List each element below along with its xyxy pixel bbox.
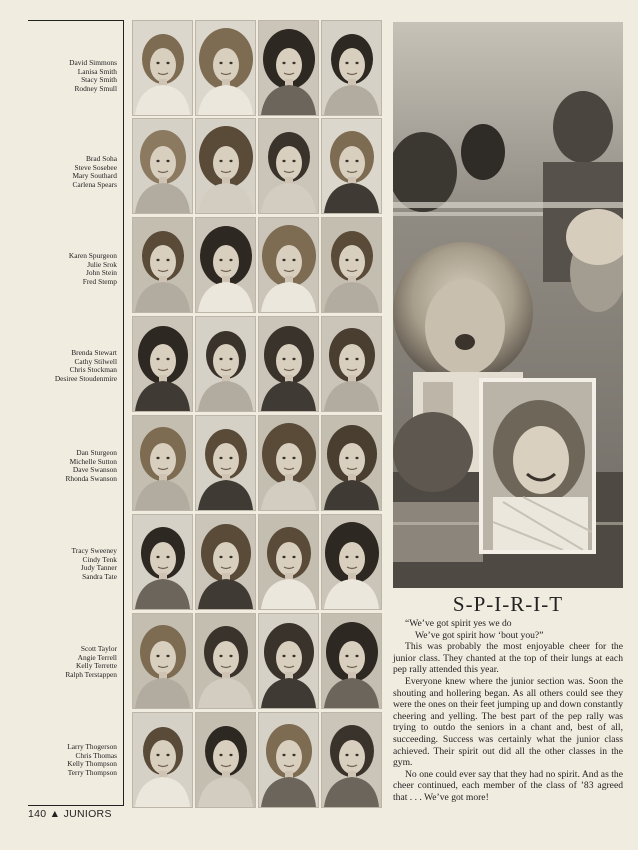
student-portrait xyxy=(321,316,382,412)
student-portrait xyxy=(195,217,256,313)
student-name: Karen Spurgeon xyxy=(68,251,117,260)
student-portrait xyxy=(321,118,382,214)
student-name: Ralph Terstappen xyxy=(65,669,117,679)
student-portrait xyxy=(195,514,256,610)
section-title: JUNIORS xyxy=(63,808,112,820)
name-column xyxy=(28,20,124,806)
student-name: Dan Sturgeon xyxy=(76,448,117,457)
student-portrait xyxy=(258,316,319,412)
triangle-icon: ▲ xyxy=(49,808,61,820)
name-group-row-6 xyxy=(29,547,117,581)
student-name: Steve Sosebee xyxy=(74,162,117,172)
student-portrait xyxy=(258,118,319,214)
student-portrait xyxy=(132,118,193,214)
student-portrait xyxy=(258,613,319,709)
student-portrait xyxy=(132,613,193,709)
page-folio xyxy=(28,808,112,820)
student-name: Rhonda Swanson xyxy=(65,473,117,483)
name-group-row-4 xyxy=(29,349,117,383)
page-number: 140 xyxy=(28,808,47,820)
student-portrait xyxy=(132,20,193,116)
student-name: John Stein xyxy=(85,268,117,278)
student-portrait xyxy=(321,415,382,511)
student-name: Brenda Stewart xyxy=(71,348,117,357)
student-name: Kelly Terrette xyxy=(75,661,117,671)
name-group-row-5 xyxy=(29,449,117,483)
student-portrait xyxy=(195,118,256,214)
student-name: Cindy Tenk xyxy=(82,554,117,564)
student-portrait xyxy=(132,712,193,808)
student-portrait xyxy=(321,613,382,709)
student-portrait xyxy=(321,514,382,610)
student-portrait xyxy=(132,217,193,313)
student-portrait xyxy=(258,712,319,808)
student-name: Larry Thogerson xyxy=(67,742,117,751)
student-name: Lanisa Smith xyxy=(77,66,117,76)
student-portrait xyxy=(321,217,382,313)
student-name: Fred Stemp xyxy=(82,276,117,286)
student-portrait xyxy=(195,316,256,412)
student-name: Carlena Spears xyxy=(72,179,117,189)
student-name: Dave Swanson xyxy=(72,465,117,475)
student-name: Judy Tanner xyxy=(80,563,117,573)
student-name: Terry Thompson xyxy=(67,767,117,777)
student-name: Julie Srok xyxy=(87,259,117,269)
student-portrait xyxy=(321,712,382,808)
article-paragraph: This was probably the most enjoyable cheer for the junior class. They chanted at the top of their lungs at each pep rally attended this year. xyxy=(393,641,623,676)
name-group-row-1 xyxy=(29,59,117,93)
student-name: Kelly Thompson xyxy=(67,759,117,769)
student-portrait xyxy=(258,415,319,511)
student-name: Chris Stockman xyxy=(69,365,117,375)
student-name: Brad Soha xyxy=(86,154,117,163)
student-name: Stacy Smith xyxy=(81,75,117,85)
student-portrait xyxy=(258,20,319,116)
student-name: Sandra Tate xyxy=(82,571,117,581)
student-name: Cathy Stilwell xyxy=(74,356,117,366)
laughing-girl-inset-photo xyxy=(479,378,596,554)
article-body xyxy=(393,618,623,804)
student-portrait xyxy=(132,415,193,511)
name-group-row-7 xyxy=(29,645,117,679)
student-portrait xyxy=(195,712,256,808)
student-portrait xyxy=(195,613,256,709)
student-name: Desiree Stoudenmire xyxy=(54,373,117,383)
student-name: Michelle Sutton xyxy=(69,456,117,466)
chant-line: “We’ve got spirit yes we do xyxy=(405,618,512,629)
article-paragraph: No one could ever say that they had no spirit. And as the cheer continued, each member of the class of ’83 agreed that . . . We’ve got more! xyxy=(393,768,623,803)
student-portrait xyxy=(321,20,382,116)
student-name: Scott Taylor xyxy=(80,644,117,653)
student-portrait xyxy=(132,514,193,610)
article-paragraph: Everyone knew where the junior section was. Soon the shouting and hollering began. As all others could see they were the ones on their feet jumping up and down constantly cheering and yelling. The best part of the pep rally was trying to outdo the seniors in a chant and, best of all, succeeding. Success was certainly what the junior class achieved. Their spirit out did all the other classes in the gym. xyxy=(393,675,623,769)
name-group-row-3 xyxy=(29,252,117,286)
student-name: Rodney Smull xyxy=(74,83,117,93)
chant-line: We’ve got spirit how ‘bout you?” xyxy=(415,629,544,641)
name-group-row-2 xyxy=(29,155,117,189)
name-group-row-8 xyxy=(29,743,117,777)
student-name: Angie Terrell xyxy=(77,652,117,662)
student-portrait xyxy=(258,514,319,610)
student-portrait xyxy=(132,316,193,412)
student-name: Mary Southard xyxy=(72,171,117,181)
student-name: David Simmons xyxy=(69,58,117,67)
student-name: Tracy Sweeney xyxy=(71,546,117,555)
student-portrait xyxy=(195,20,256,116)
article-headline: S-P-I-R-I-T xyxy=(452,592,564,616)
student-portrait xyxy=(195,415,256,511)
student-portrait xyxy=(258,217,319,313)
student-name: Chris Thomas xyxy=(75,750,117,760)
